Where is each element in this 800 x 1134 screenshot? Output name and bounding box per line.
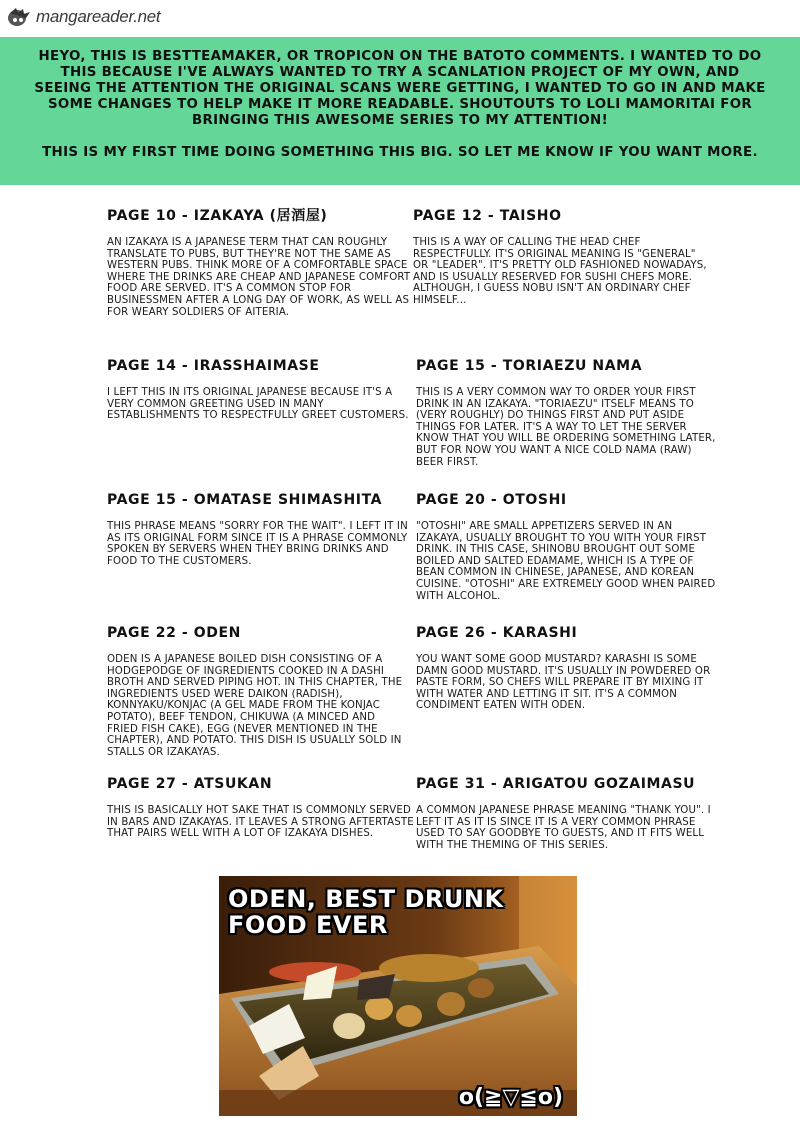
note-title: PAGE 10 - IZAKAYA (居酒屋) [107, 208, 328, 224]
note-title: PAGE 14 - IRASSHAIMASE [107, 358, 320, 374]
note-title: PAGE 22 - ODEN [107, 625, 241, 641]
note-page-15-omatase [107, 492, 417, 567]
emoticon: o(≧▽≦o) [458, 1085, 563, 1110]
note-page-12 [413, 208, 713, 307]
note-body: ODEN IS A JAPANESE BOILED DISH CONSISTING OF A HODGEPODGE OF INGREDIENTS COOKED IN A DASHI BROTH AND SERVED PIPING HOT. IN THIS CHAPTER, THE INGREDIENTS USED WERE DAIKON (RADISH), KONNYAKU/KONJAC (A GEL MADE FROM THE KONJAC POTATO), BEEF TENDON, CHIKUWA (A MINCED AND FRIED FISH CAKE), EGG (NEVER MENTIONED IN THE CHAPTER), AND POTATO. THIS DISH IS USUALLY SOLD IN STALLS OR IZAKAYAS. [107, 654, 403, 758]
note-title: PAGE 15 - OMATASE SHIMASHITA [107, 492, 383, 508]
note-body: THIS IS A WAY OF CALLING THE HEAD CHEF RESPECTFULLY. IT'S ORIGINAL MEANING IS "GENERAL" OR "LEADER". IT'S PRETTY OLD FASHIONED NOWADAYS, AND IS USUALLY RESERVED FOR SUSHI CHEFS MORE. ALTHOUGH, I GUESS NOBU ISN'T AN ORDINARY CHEF HIMSELF... [413, 237, 707, 306]
watermark [6, 5, 160, 29]
note-page-15-toriaezu [416, 358, 716, 468]
note-body: I LEFT THIS IN ITS ORIGINAL JAPANESE BECAUSE IT'S A VERY COMMON GREETING USED IN MANY ESTABLISHMENTS TO RESPECTFULLY GREET CUSTOMERS. [107, 387, 409, 422]
note-title: PAGE 27 - ATSUKAN [107, 776, 273, 792]
note-title: PAGE 31 - ARIGATOU GOZAIMASU [416, 776, 696, 792]
note-page-31 [416, 776, 726, 851]
note-title: PAGE 15 - TORIAEZU NAMA [416, 358, 643, 374]
note-page-22 [107, 625, 409, 758]
note-body: "OTOSHI" ARE SMALL APPETIZERS SERVED IN AN IZAKAYA, USUALLY BROUGHT TO YOU WITH YOUR FIRST DRINK. IN THIS CASE, SHINOBU BROUGHT OUT SOME BOILED AND SALTED EDAMAME, WHICH IS A TYPE OF BEAN COMMON IN CHINESE, JAPANESE, AND KOREAN CUISINE. "OTOSHI" ARE EXTREMELY GOOD WHEN PAIRED WITH ALCOHOL. [416, 521, 716, 602]
note-title: PAGE 20 - OTOSHI [416, 492, 567, 508]
note-body: THIS PHRASE MEANS "SORRY FOR THE WAIT". I LEFT IT IN AS ITS ORIGINAL FORM SINCE IT IS A PHRASE COMMONLY SPOKEN BY SERVERS WHEN THEY BRING DRINKS AND FOOD TO THE CUSTOMERS. [107, 521, 408, 567]
photo-caption: ODEN, BEST DRUNK FOOD EVER [228, 885, 504, 939]
intro-paragraph-second: THIS IS MY FIRST TIME DOING SOMETHING THIS BIG. SO LET ME KNOW IF YOU WANT MORE. [42, 145, 758, 160]
note-page-27 [107, 776, 417, 840]
note-body: AN IZAKAYA IS A JAPANESE TERM THAT CAN ROUGHLY TRANSLATE TO PUBS, BUT THEY'RE NOT THE SAME AS WESTERN PUBS. THINK MORE OF A COMFORTABLE SPACE WHERE THE DRINKS ARE CHEAP AND JAPANESE COMFORT FOOD ARE SERVED. IT'S A COMMON STOP FOR BUSINESSMEN AFTER A LONG DAY OF WORK, AS WELL AS FOR WEARY SOLDIERS OF AITERIA. [107, 237, 411, 318]
note-title: PAGE 12 - TAISHO [413, 208, 562, 224]
note-body: THIS IS BASICALLY HOT SAKE THAT IS COMMONLY SERVED IN BARS AND IZAKAYAS. IT LEAVES A STRONG AFTERTASTE THAT PAIRS WELL WITH A LOT OF IZAKAYA DISHES. [107, 805, 414, 840]
character-head-icon [6, 7, 32, 27]
note-body: A COMMON JAPANESE PHRASE MEANING "THANK YOU". I LEFT IT AS IT IS SINCE IT IS A VERY COMMON PHRASE USED TO SAY GOODBYE TO GUESTS, AND IT FITS WELL WITH THE THEMING OF THIS SERIES. [416, 805, 711, 851]
intro-banner [0, 37, 800, 185]
note-title: PAGE 26 - KARASHI [416, 625, 578, 641]
note-body: YOU WANT SOME GOOD MUSTARD? KARASHI IS SOME DAMN GOOD MUSTARD. IT'S USUALLY IN POWDERED OR PASTE FORM, SO CHEFS WILL PREPARE IT BY MIXING IT WITH WATER AND LETTING IT SIT. IT'S A COMMON CONDIMENT EATEN WITH ODEN. [416, 654, 711, 712]
note-page-10 [107, 208, 417, 318]
oden-photo [219, 876, 577, 1116]
note-page-26 [416, 625, 716, 712]
note-page-14 [107, 358, 417, 422]
note-body: THIS IS A VERY COMMON WAY TO ORDER YOUR FIRST DRINK IN AN IZAKAYA. "TORIAEZU" ITSELF MEANS TO (VERY ROUGHLY) DO THINGS FIRST AND PUT ASIDE THINGS FOR LATER. IT'S A WAY TO LET THE SERVER KNOW THAT YOU WILL BE ORDERING SOMETHING LATER, BUT FOR NOW YOU WANT A NICE COLD NAMA (RAW) BEER FIRST. [416, 387, 716, 468]
note-page-20 [416, 492, 716, 602]
intro-paragraph: HEYO, THIS IS BESTTEAMAKER, OR TROPICON ON THE BATOTO COMMENTS. I WANTED TO DO THIS BECAUSE I'VE ALWAYS WANTED TO TRY A SCANLATION PROJECT OF MY OWN, AND SEEING THE ATTENTION THE ORIGINAL SCANS WERE GETTING, I WANTED TO GO IN AND MAKE SOME CHANGES TO HELP MAKE IT MORE READABLE. SHOUTOUTS TO LOLI MAMORITAI FOR BRINGING THIS AWESOME SERIES TO MY ATTENTION! [34, 49, 766, 128]
watermark-text: mangareader.net [36, 7, 161, 26]
